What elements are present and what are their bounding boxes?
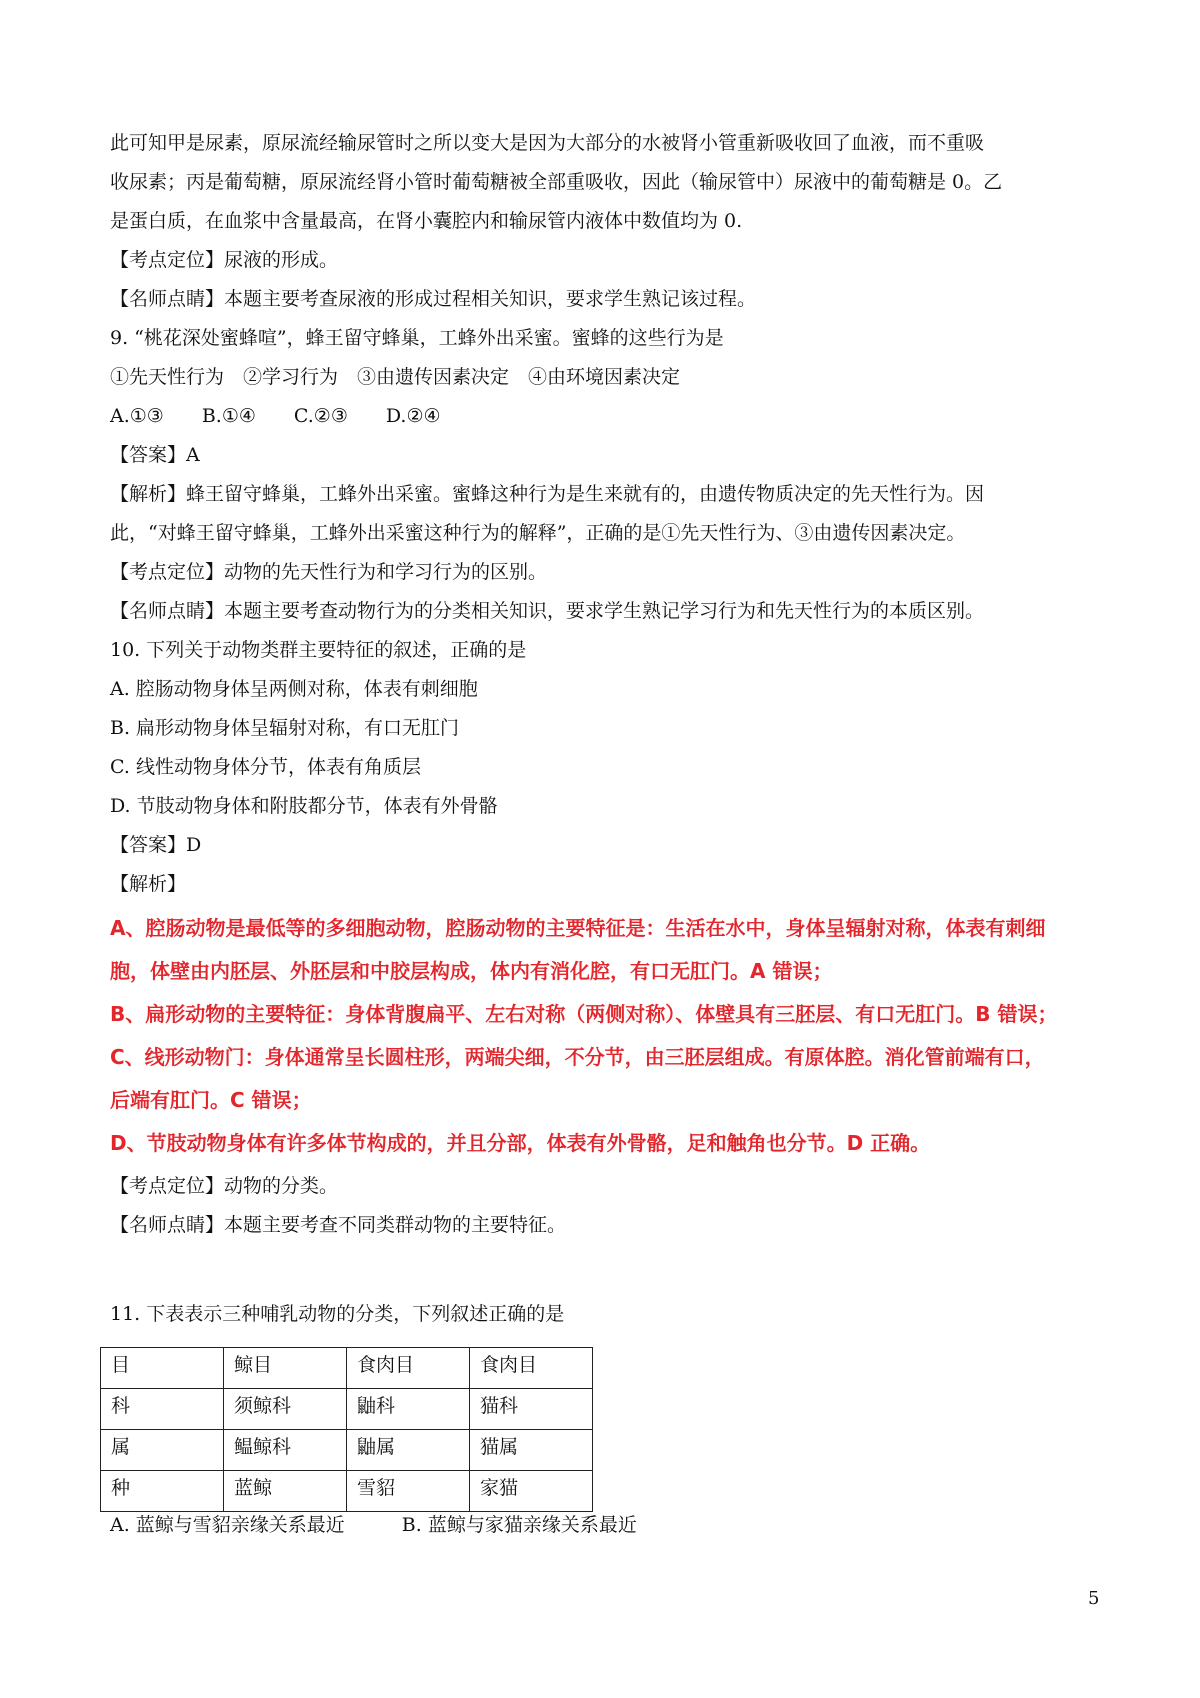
q9-kaodian: 【考点定位】动物的先天性行为和学习行为的区别。 [110, 561, 548, 583]
q9-answer: 【答案】A [110, 444, 200, 466]
q10-option-a: A. 腔肠动物身体呈两侧对称，体表有刺细胞 [110, 678, 478, 700]
q10-analysis-red-5: 后端有肛门。C 错误； [110, 1088, 312, 1112]
table-cell: 猫属 [470, 1430, 593, 1471]
intro-line-3: 是蛋白质，在血浆中含量最高，在肾小囊腔内和输尿管内液体中数值均为 0. [110, 210, 743, 232]
q10-analysis-red-4: C、线形动物门：身体通常呈长圆柱形，两端尖细，不分节，由三胚层组成。有原体腔。消化管前端有口， [110, 1045, 1045, 1069]
table-cell: 食肉目 [470, 1348, 593, 1389]
intro-line-1: 此可知甲是尿素，原尿流经输尿管时之所以变大是因为大部分的水被肾小管重新吸收回了血液，而不重吸 [110, 132, 985, 154]
q9-stem: 9. “桃花深处蜜蜂喧”，蜂王留守蜂巢，工蜂外出采蜜。蜜蜂的这些行为是 [110, 327, 724, 349]
q10-analysis-red-2: 胞，体壁由内胚层、外胚层和中胶层构成，体内有消化腔，有口无肛门。A 错误； [110, 959, 833, 983]
q8-dianjing: 【名师点睛】本题主要考查尿液的形成过程相关知识，要求学生熟记该过程。 [110, 288, 757, 310]
classification-table [100, 1347, 593, 1512]
table-row [101, 1348, 593, 1389]
table-row [101, 1471, 593, 1512]
table-cell: 雪貂 [347, 1471, 470, 1512]
table-cell: 鼬属 [347, 1430, 470, 1471]
table-cell: 鳁鲸科 [224, 1430, 347, 1471]
q10-analysis-label: 【解析】 [110, 873, 187, 895]
table-cell: 须鲸科 [224, 1389, 347, 1430]
q10-kaodian: 【考点定位】动物的分类。 [110, 1175, 339, 1197]
q9-analysis-1: 【解析】蜂王留守蜂巢，工蜂外出采蜜。蜜蜂这种行为是生来就有的，由遗传物质决定的先天性行为。因 [110, 483, 985, 505]
q10-analysis-red-6: D、节肢动物身体有许多体节构成的，并且分部，体表有外骨骼，足和触角也分节。D 正确。 [110, 1131, 931, 1155]
table-row [101, 1430, 593, 1471]
q10-option-c: C. 线性动物身体分节，体表有角质层 [110, 756, 421, 778]
table-cell: 蓝鲸 [224, 1471, 347, 1512]
table-row [101, 1389, 593, 1430]
q11-options: A. 蓝鲸与雪貂亲缘关系最近 B. 蓝鲸与家猫亲缘关系最近 [110, 1514, 637, 1536]
q10-analysis-red-1: A、腔肠动物是最低等的多细胞动物，腔肠动物的主要特征是：生活在水中，身体呈辐射对称，体表有刺细 [110, 916, 1046, 940]
table-cell: 科 [101, 1389, 224, 1430]
q9-analysis-2: 此，“对蜂王留守蜂巢，工蜂外出采蜜这种行为的解释”，正确的是①先天性行为、③由遗传因素决定。 [110, 522, 966, 544]
page-number: 5 [1088, 1588, 1100, 1609]
table-cell: 属 [101, 1430, 224, 1471]
q10-option-b: B. 扁形动物身体呈辐射对称，有口无肛门 [110, 717, 460, 739]
q11-stem: 11. 下表表示三种哺乳动物的分类，下列叙述正确的是 [110, 1303, 565, 1325]
q9-items: ①先天性行为 ②学习行为 ③由遗传因素决定 ④由环境因素决定 [110, 366, 681, 388]
table-cell: 食肉目 [347, 1348, 470, 1389]
q9-options: A.①③ B.①④ C.②③ D.②④ [110, 405, 441, 427]
table-cell: 鲸目 [224, 1348, 347, 1389]
q8-kaodian: 【考点定位】尿液的形成。 [110, 249, 339, 271]
table-cell: 鼬科 [347, 1389, 470, 1430]
q10-answer: 【答案】D [110, 834, 202, 856]
table-cell: 猫科 [470, 1389, 593, 1430]
table-cell: 种 [101, 1471, 224, 1512]
q10-stem: 10. 下列关于动物类群主要特征的叙述，正确的是 [110, 639, 527, 661]
q10-dianjing: 【名师点睛】本题主要考查不同类群动物的主要特征。 [110, 1214, 567, 1236]
q9-dianjing: 【名师点睛】本题主要考查动物行为的分类相关知识，要求学生熟记学习行为和先天性行为的本质区别。 [110, 600, 985, 622]
q10-analysis-red-3: B、扁形动物的主要特征：身体背腹扁平、左右对称（两侧对称）、体壁具有三胚层、有口无肛门。B 错误； [110, 1002, 1058, 1026]
table-cell: 目 [101, 1348, 224, 1389]
q10-option-d: D. 节肢动物身体和附肢都分节，体表有外骨骼 [110, 795, 498, 817]
intro-line-2: 收尿素；丙是葡萄糖，原尿流经肾小管时葡萄糖被全部重吸收，因此（输尿管中）尿液中的葡萄糖是 0。乙 [110, 171, 1003, 193]
table-cell: 家猫 [470, 1471, 593, 1512]
